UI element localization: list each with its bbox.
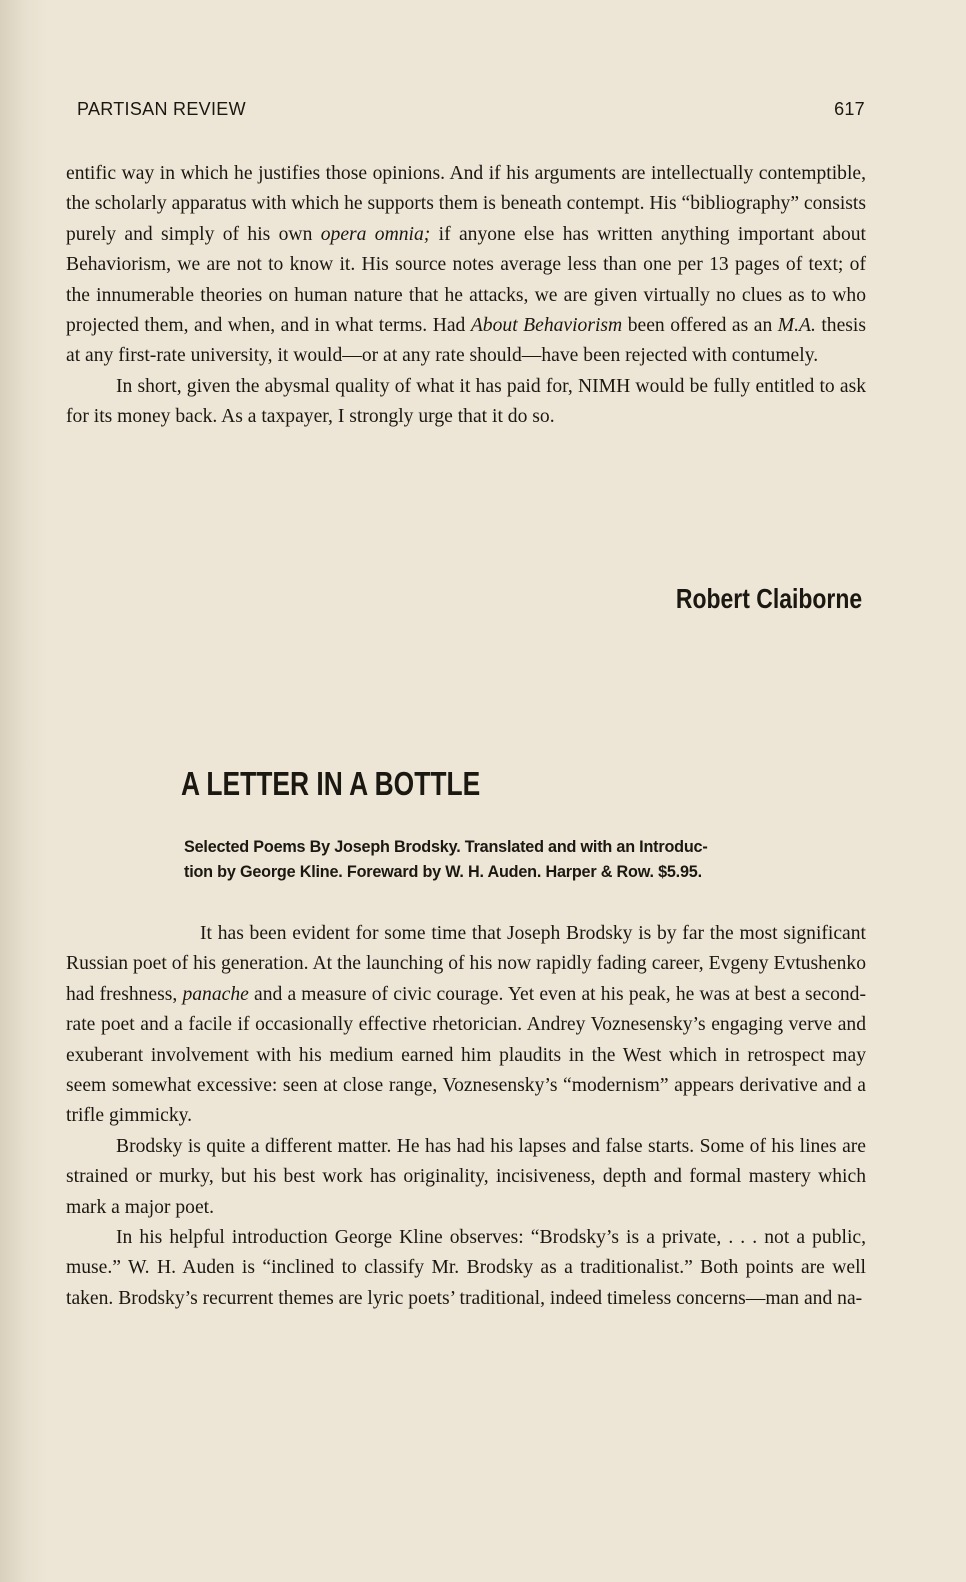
reviewer-signature: Robert Claiborne — [675, 583, 862, 614]
review2-body — [66, 919, 866, 1314]
review2-paragraph-2: Brodsky is quite a different matter. He has had his lapses and false starts. Some of his lines are strained or murky, but his best work has originality, incisiveness, depth and formal mastery which mark a major poet. — [66, 1135, 866, 1218]
text-run: thesis at any first-rate university, it would—or at any rate should—have been rejected with contumely. — [66, 315, 866, 367]
italic-run: panache — [182, 983, 249, 1005]
review2-paragraph-1 — [66, 919, 866, 1132]
italic-run: M.A. — [777, 315, 816, 337]
citation-line: tion by George Kline. Foreward by W. H. Auden. Harper & Row. $5.95. — [184, 863, 702, 881]
page-number: 617 — [834, 99, 865, 119]
text-run: been offered as an — [622, 315, 778, 337]
italic-run: opera omnia; — [320, 223, 431, 245]
review-title: A LETTER IN A BOTTLE — [181, 765, 481, 802]
review1-paragraph-1 — [66, 159, 866, 372]
text-run: and a measure of civic courage. Yet even at his peak, he was at best a second-rate poet and a facile if occasionally effective rhetorician. Andrey Voznesensky’s engaging verve and exuberant involvement with his medium earned him plaudits in the West which in retrospect may seem somewhat excessive: seen at close range, Voznesensky’s “modernism” appears derivative and a trifle gimmicky. — [66, 983, 866, 1127]
review1-paragraph-2: In short, given the abysmal quality of what it has paid for, NIMH would be fully entitled to ask for its money back. As a taxpayer, I strongly urge that it do so. — [66, 375, 866, 428]
italic-run: About Behaviorism — [470, 315, 623, 337]
text-run: It has been evident for some time that Joseph Brodsky is by far the most significant Russian poet of his generation. At the launching of his now rapidly fading career, Evgeny Evtushenko had freshness, — [66, 923, 866, 1005]
book-citation — [184, 835, 864, 885]
text-run: entific way in which he justifies those opinions. And if his arguments are intellectually contemptible, the scholarly apparatus with which he supports them is beneath contempt. His “bibliography” consists purely and simply of his own — [66, 163, 866, 245]
running-head — [77, 99, 865, 125]
review2-paragraph-3: In his helpful introduction George Kline observes: “Brodsky’s is a private, . . . not a public, muse.” W. H. Auden is “inclined to classify Mr. Brodsky as a traditionalist.” Both points are well taken. Brodsky’s recurrent themes are lyric poets’ traditional, indeed timeless concerns—man and na- — [66, 1227, 866, 1309]
citation-line: Selected Poems By Joseph Brodsky. Translated and with an Introduc- — [184, 838, 708, 856]
journal-title: PARTISAN REVIEW — [77, 99, 246, 119]
review1-body — [66, 159, 866, 433]
text-run: if anyone else has written anything important about Behaviorism, we are not to know it. His source notes average less than one per 13 pages of text; of the innumerable theories on human nature that he attacks, we are given virtually no clues as to who projected them, and when, and in what terms. Had — [66, 223, 866, 337]
